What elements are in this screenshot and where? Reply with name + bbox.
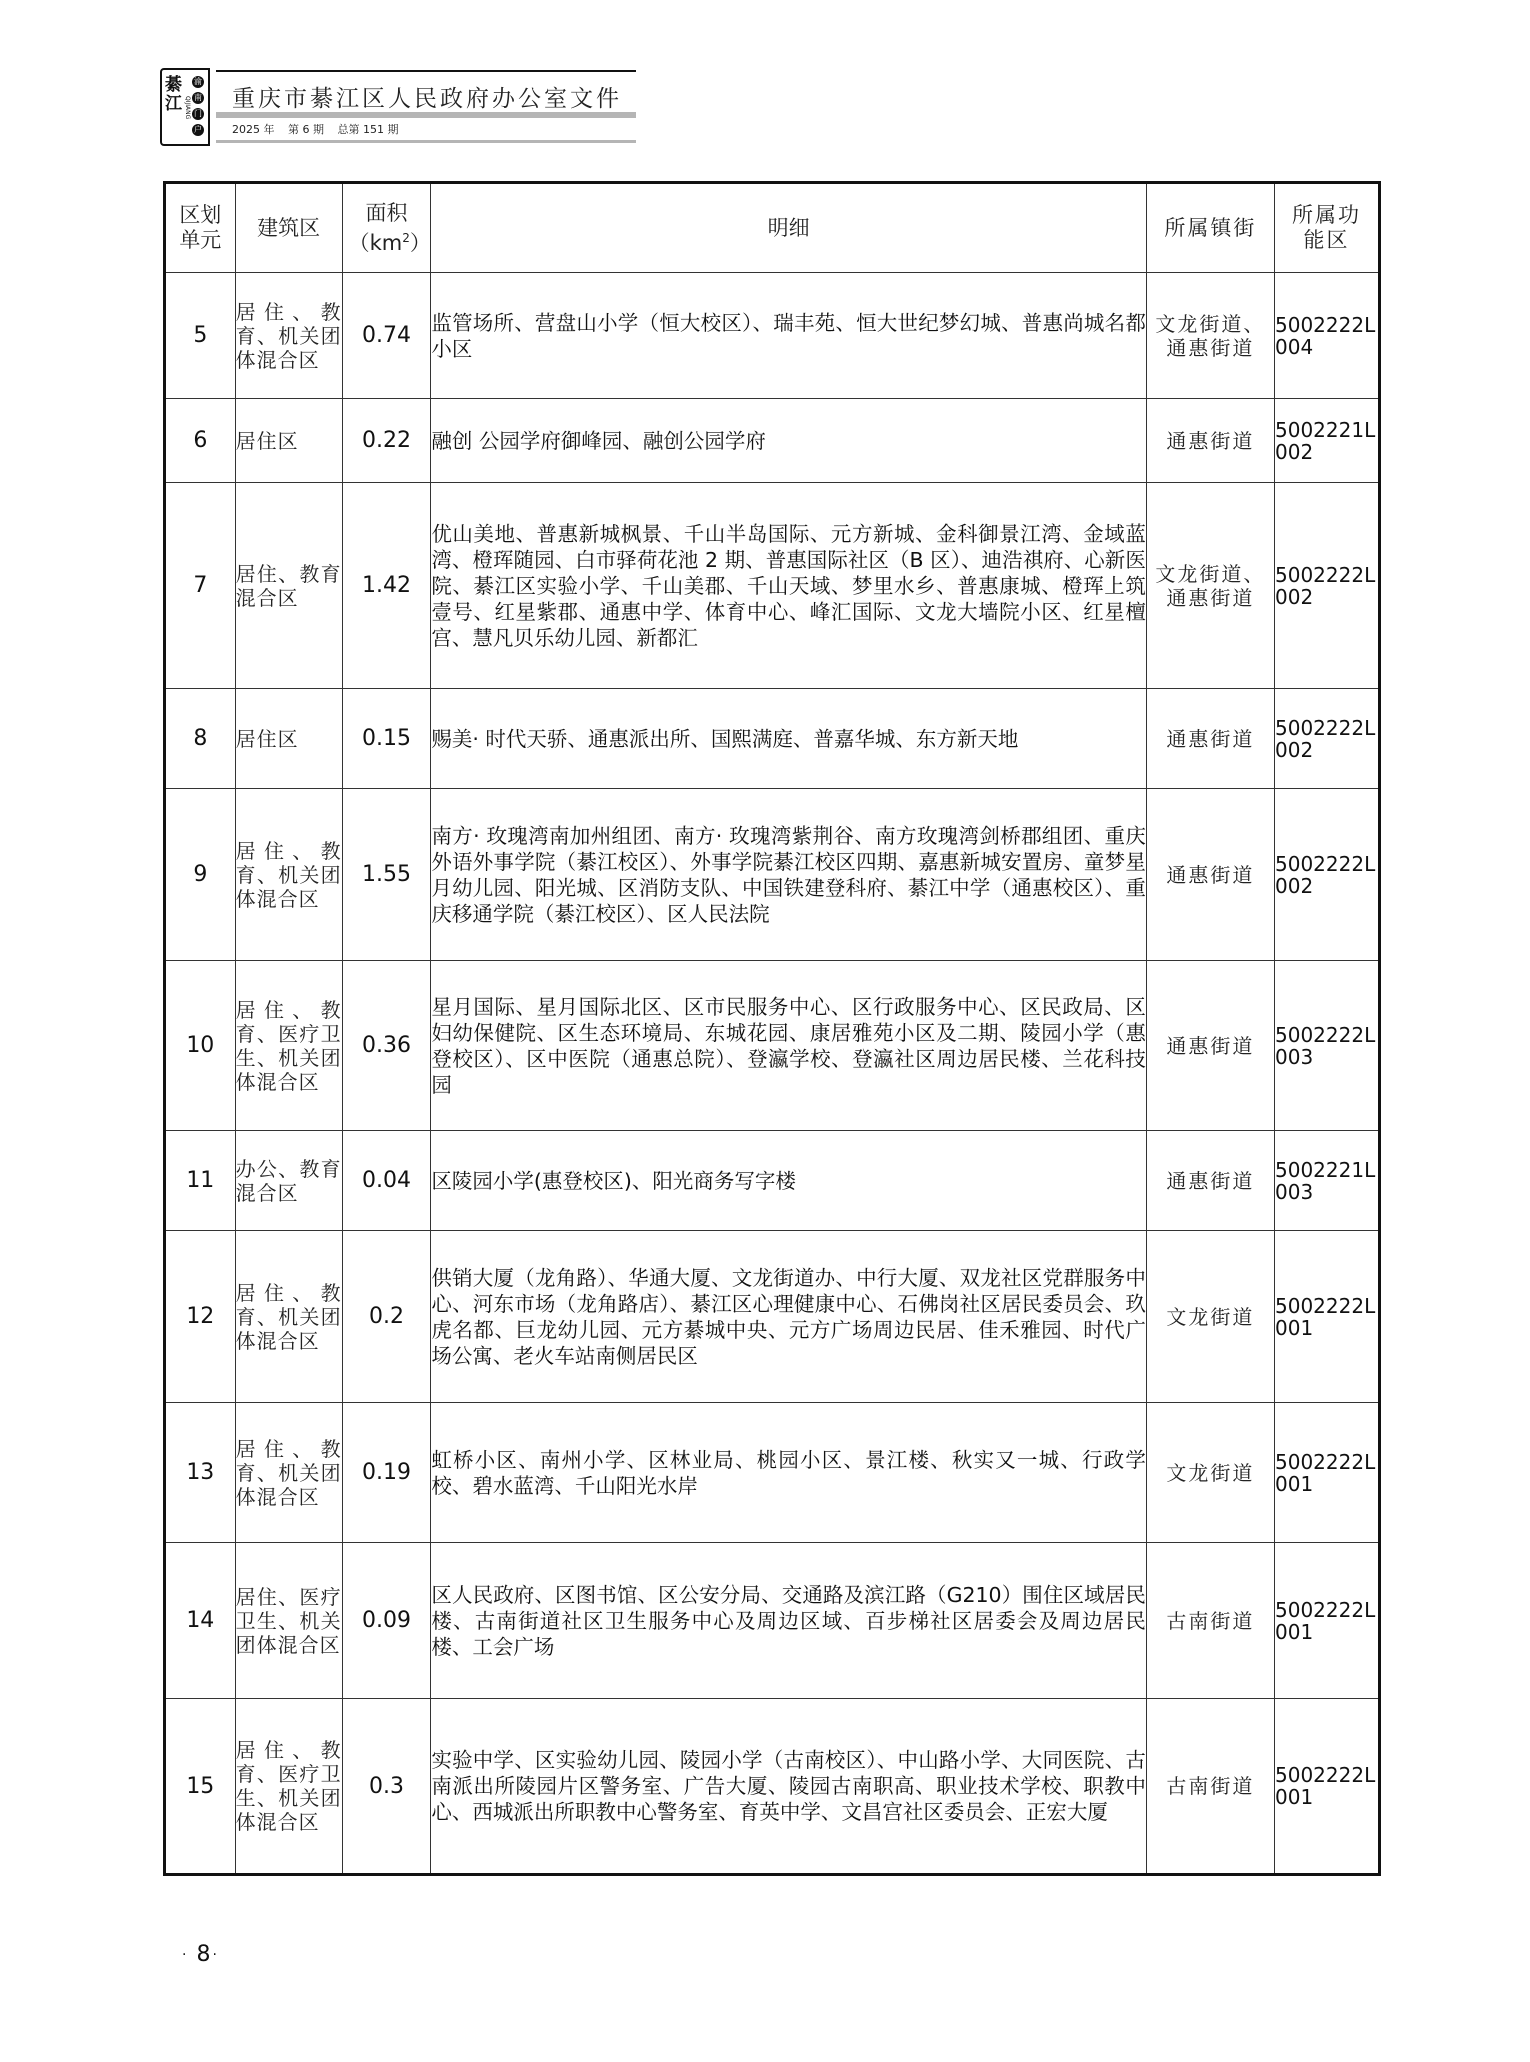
area-cell: 0.15 bbox=[342, 689, 431, 789]
page-dot-right: · bbox=[212, 1947, 217, 1963]
unit-cell: 6 bbox=[165, 399, 236, 483]
page-number bbox=[172, 1942, 227, 1967]
table-row bbox=[165, 1231, 1380, 1403]
detail-cell: 星月国际、星月国际北区、区市民服务中心、区行政服务中心、区民政局、区妇幼保健院、区生态环境局、东城花园、康居雅苑小区及二期、陵园小学（惠登校区）、区中医院（通惠总院）、登瀛学校、登瀛社区周边居民楼、兰花科技园 bbox=[431, 961, 1146, 1131]
building-zone-cell: 居住、教育、机关团体混合区 bbox=[235, 1231, 342, 1403]
area-cell: 0.74 bbox=[342, 273, 431, 399]
street-cell: 古南街道 bbox=[1146, 1543, 1274, 1699]
function-zone-cell: 5002222L002 bbox=[1275, 789, 1380, 961]
table-row bbox=[165, 1543, 1380, 1699]
function-zone-cell: 5002221L002 bbox=[1275, 399, 1380, 483]
function-zone-cell: 5002222L001 bbox=[1275, 1543, 1380, 1699]
header-street: 所属镇街 bbox=[1146, 183, 1274, 273]
table-row bbox=[165, 483, 1380, 689]
logo-dot: 南 bbox=[194, 93, 202, 102]
function-zone-cell: 5002222L002 bbox=[1275, 483, 1380, 689]
area-cell: 0.19 bbox=[342, 1403, 431, 1543]
area-cell: 0.2 bbox=[342, 1231, 431, 1403]
header-bottom-rule bbox=[216, 140, 636, 143]
unit-cell: 13 bbox=[165, 1403, 236, 1543]
qijiang-logo bbox=[160, 68, 210, 146]
publication-title: 重庆市綦江区人民政府办公室文件 bbox=[232, 86, 622, 112]
issue-info bbox=[232, 121, 409, 137]
issue-total: 总第 151 期 bbox=[337, 123, 399, 136]
street-cell: 文龙街道 bbox=[1146, 1403, 1274, 1543]
zoning-table bbox=[163, 181, 1381, 1876]
function-zone-cell: 5002222L001 bbox=[1275, 1403, 1380, 1543]
function-zone-cell: 5002222L001 bbox=[1275, 1699, 1380, 1875]
detail-cell: 区人民政府、区图书馆、区公安分局、交通路及滨江路（G210）围住区域居民楼、古南街道社区卫生服务中心及周边区域、百步梯社区居委会及周边居民楼、工会广场 bbox=[431, 1543, 1146, 1699]
street-cell: 古南街道 bbox=[1146, 1699, 1274, 1875]
detail-cell: 区陵园小学(惠登校区)、阳光商务写字楼 bbox=[431, 1131, 1146, 1231]
unit-cell: 5 bbox=[165, 273, 236, 399]
street-cell: 文龙街道、通惠街道 bbox=[1146, 483, 1274, 689]
area-cell: 0.22 bbox=[342, 399, 431, 483]
unit-cell: 14 bbox=[165, 1543, 236, 1699]
detail-cell: 实验中学、区实验幼儿园、陵园小学（古南校区）、中山路小学、大同医院、古南派出所陵园片区警务室、广告大厦、陵园古南职高、职业技术学校、职教中心、西城派出所职教中心警务室、育英中学、文昌宫社区委员会、正宏大厦 bbox=[431, 1699, 1146, 1875]
unit-cell: 7 bbox=[165, 483, 236, 689]
table-row bbox=[165, 1699, 1380, 1875]
issue-number: 第 6 期 bbox=[288, 123, 324, 136]
street-cell: 文龙街道 bbox=[1146, 1231, 1274, 1403]
table-row bbox=[165, 961, 1380, 1131]
detail-cell: 融创 公园学府御峰园、融创公园学府 bbox=[431, 399, 1146, 483]
logo-main-text: 綦江 bbox=[165, 75, 182, 114]
detail-cell: 赐美· 时代天骄、通惠派出所、国熙满庭、普嘉华城、东方新天地 bbox=[431, 689, 1146, 789]
detail-cell: 优山美地、普惠新城枫景、千山半岛国际、元方新城、金科御景江湾、金域蓝湾、橙珲随园、白市驿荷花池 2 期、普惠国际社区（B 区）、迪浩祺府、心新医院、綦江区实验小学、千山美郡、千山天域、梦里水乡、普惠康城、橙珲上筑壹号、红星紫郡、通惠中学、体育中心、峰汇国际、文龙大墙院小区、红星檀宫、慧凡贝乐幼儿园、新都汇 bbox=[431, 483, 1146, 689]
table-row bbox=[165, 789, 1380, 961]
table-row bbox=[165, 1131, 1380, 1231]
header-unit: 区划单元 bbox=[165, 183, 236, 273]
building-zone-cell: 居住、医疗卫生、机关团体混合区 bbox=[235, 1543, 342, 1699]
area-cell: 1.55 bbox=[342, 789, 431, 961]
function-zone-cell: 5002221L003 bbox=[1275, 1131, 1380, 1231]
function-zone-cell: 5002222L004 bbox=[1275, 273, 1380, 399]
function-zone-cell: 5002222L001 bbox=[1275, 1231, 1380, 1403]
table-header-row bbox=[165, 183, 1380, 273]
detail-cell: 监管场所、营盘山小学（恒大校区）、瑞丰苑、恒大世纪梦幻城、普惠尚城名都小区 bbox=[431, 273, 1146, 399]
table-row bbox=[165, 1403, 1380, 1543]
detail-cell: 虹桥小区、南州小学、区林业局、桃园小区、景江楼、秋实又一城、行政学校、碧水蓝湾、千山阳光水岸 bbox=[431, 1403, 1146, 1543]
document-header bbox=[160, 68, 636, 146]
area-cell: 0.3 bbox=[342, 1699, 431, 1875]
unit-cell: 12 bbox=[165, 1231, 236, 1403]
header-function-zone: 所属功能区 bbox=[1275, 183, 1380, 273]
detail-cell: 南方· 玫瑰湾南加州组团、南方· 玫瑰湾紫荆谷、南方玫瑰湾剑桥郡组团、重庆外语外事学院（綦江校区）、外事学院綦江校区四期、嘉惠新城安置房、童梦星月幼儿园、阳光城、区消防支队、中国铁建登科府、綦江中学（通惠校区）、重庆移通学院（綦江校区）、区人民法院 bbox=[431, 789, 1146, 961]
building-zone-cell: 居住区 bbox=[235, 399, 342, 483]
building-zone-cell: 居住区 bbox=[235, 689, 342, 789]
logo-latin-text: QIJIANG bbox=[184, 96, 191, 120]
header-building-zone: 建筑区 bbox=[235, 183, 342, 273]
street-cell: 通惠街道 bbox=[1146, 399, 1274, 483]
building-zone-cell: 办公、教育混合区 bbox=[235, 1131, 342, 1231]
building-zone-cell: 居住、教育、机关团体混合区 bbox=[235, 1403, 342, 1543]
table-row bbox=[165, 273, 1380, 399]
street-cell: 通惠街道 bbox=[1146, 689, 1274, 789]
header-detail: 明细 bbox=[431, 183, 1146, 273]
unit-cell: 8 bbox=[165, 689, 236, 789]
unit-cell: 15 bbox=[165, 1699, 236, 1875]
unit-cell: 10 bbox=[165, 961, 236, 1131]
street-cell: 通惠街道 bbox=[1146, 961, 1274, 1131]
area-cell: 0.04 bbox=[342, 1131, 431, 1231]
detail-cell: 供销大厦（龙角路）、华通大厦、文龙街道办、中行大厦、双龙社区党群服务中心、河东市场（龙角路店）、綦江区心理健康中心、石佛岗社区居民委员会、玖虎名都、巨龙幼儿园、元方綦城中央、元方广场周边民居、佳禾雅园、时代广场公寓、老火车站南侧居民区 bbox=[431, 1231, 1146, 1403]
logo-dot: 门 bbox=[194, 109, 202, 118]
area-cell: 0.36 bbox=[342, 961, 431, 1131]
page-dot-left: · bbox=[182, 1947, 187, 1963]
header-gray-band bbox=[216, 112, 636, 118]
issue-year: 2025 年 bbox=[232, 123, 275, 136]
logo-seal-dots bbox=[192, 76, 205, 140]
street-cell: 通惠街道 bbox=[1146, 789, 1274, 961]
area-cell: 1.42 bbox=[342, 483, 431, 689]
table-row bbox=[165, 399, 1380, 483]
unit-cell: 9 bbox=[165, 789, 236, 961]
unit-cell: 11 bbox=[165, 1131, 236, 1231]
building-zone-cell: 居住、教育混合区 bbox=[235, 483, 342, 689]
area-cell: 0.09 bbox=[342, 1543, 431, 1699]
page-number-value: 8 bbox=[196, 1942, 211, 1967]
building-zone-cell: 居住、教育、机关团体混合区 bbox=[235, 273, 342, 399]
table-row bbox=[165, 689, 1380, 789]
function-zone-cell: 5002222L003 bbox=[1275, 961, 1380, 1131]
header-top-rule bbox=[216, 70, 636, 72]
building-zone-cell: 居住、教育、医疗卫生、机关团体混合区 bbox=[235, 1699, 342, 1875]
street-cell: 通惠街道 bbox=[1146, 1131, 1274, 1231]
header-area: 面积$(km^2)$ bbox=[342, 183, 431, 273]
building-zone-cell: 居住、教育、机关团体混合区 bbox=[235, 789, 342, 961]
street-cell: 文龙街道、通惠街道 bbox=[1146, 273, 1274, 399]
logo-dot: 户 bbox=[194, 125, 202, 134]
function-zone-cell: 5002222L002 bbox=[1275, 689, 1380, 789]
building-zone-cell: 居住、教育、医疗卫生、机关团体混合区 bbox=[235, 961, 342, 1131]
logo-dot: 渝 bbox=[194, 77, 202, 86]
